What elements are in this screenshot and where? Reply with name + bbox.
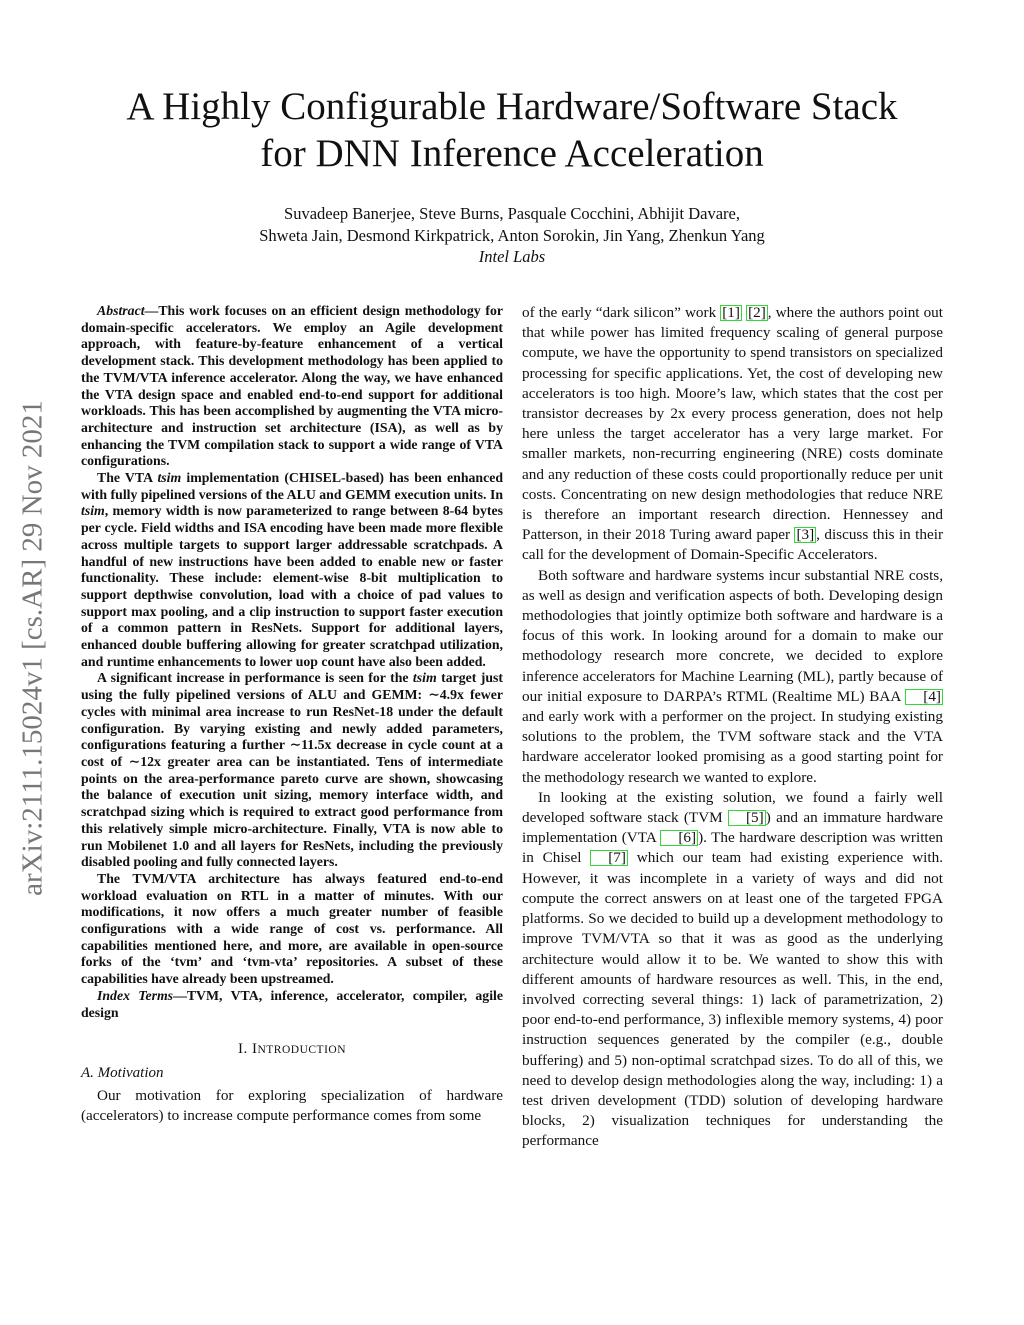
authors-line-1: Suvadeep Banerjee, Steve Burns, Pasquale Cocchini, Abhijit Davare, [284,204,740,223]
abstract-label: Abstract [97,303,145,318]
section-heading-introduction: I. INTRODUCTION [237,1041,347,1058]
body-paragraph-3: In looking at the existing solution, we found a fairly well developed software stack (TVM [5] ) and an immature hardware implementation (VTA [6] ). The hardware description was written in Chisel [7] which our team had existing experience with. However, it was incomplete in a variety of ways and did not compute the correct answers on at least one of the targeted FPGA platforms. So we decided to build up a development methodology to improve TVM/VTA so that it was as good as the underlying architecture would allow it to be. We wanted to show this with different amounts of hardware resources as well. This, in the end, involved correcting several things: 1) lack of parametrization, 2) poor end-to-end performance, 3) inflexible memory systems, 4) poor instruction sequences generated by the compiler (e.g., double buffering) and 5) non-optimal scratchpad sizes. To do all of this, we need to develop design methodologies along the way, including: 1) a test driven development (TDD) solution of developing hardware blocks, 2) visualization techniques for understanding the performance [522,788,944,1150]
citation-link-1[interactable]: [1] [722,304,740,321]
abstract-paragraph-1: Abstract—This work focuses on an efficient design methodology for domain-specific accelerators. We employ an Agile development approach, with feature-by-feature enhancement of a vertical development stack. This development methodology has been applied to the TVM/VTA inference accelerator. Along the way, we have enhanced the VTA design space and enabled end-to-end support for additional workloads. This has been accomplished by augmenting the VTA micro-architecture and instruction set architecture (ISA), as well as by enhancing the TVM compilation stack to support a wide range of VTA configurations. [81,303,503,469]
title-line-2: for DNN Inference Acceleration [260,132,764,175]
intro-paragraph-start: Our motivation for exploring specialization of hardware (accelerators) to increase compute performance comes from some [81,1086,503,1124]
author-block [60,203,964,268]
right-column [522,303,943,1152]
arxiv-id-text: arXiv:2111.15024v1 [cs.AR] 29 Nov 2021 [16,400,49,896]
abstract-paragraph-2: The VTA tsim implementation (CHISEL-based) has been enhanced with fully pipelined versions of the ALU and GEMM execution units. In tsim, memory width is now parameterized to range between 8-64 bytes per cycle. Field widths and ISA encoding have been made more flexible across multiple targets to support larger addressable scratchpads. A handful of new instructions have been added to enable new or faster functionality. These include: element-wise 8-bit multiplication to support depthwise convolution, load with a choice of pad values to support max pooling, and a clip instruction to support faster execution of a common pattern in ResNets. Support for additional layers, enhanced double buffering allowing for greater scratchpad utilization, and runtime enhancements to lower uop count have also been added. [81,470,503,669]
abstract-paragraph-4: The TVM/VTA architecture has always featured end-to-end workload evaluation on RTL in a matter of minutes. With our modifications, it now offers a much greater number of feasible configurations with a wide range of cost vs. performance. All capabilities mentioned here, and more, are available in open-source forks of the ‘tvm’ and ‘tvm-vta’ repositories. A subset of these capabilities have already been upstreamed. [81,870,503,987]
citation-link-3[interactable]: [3] [796,526,815,544]
abstract-paragraph-3: A significant increase in performance is seen for the tsim target just using the fully pipelined versions of ALU and GEMM: ∼4.9x fewer cycles with minimal area increase to run ResNet-18 under the default configuration. By varying existing and newly added parameters, configurations featuring a further ∼11.5x decrease in cycle count at a cost of ∼12x greater area can be instantiated. Tens of intermediate points on the area-performance pareto curve are shown, showcasing the balance of execution unit sizing, memory interface width, and scratchpad sizing which is required to extract good performance from this relatively simple micro-architecture. Finally, VTA is now able to run Mobilenet 1.0 and all layers for ResNets, including the previously disabled pooling and fully connected layers. [81,670,503,870]
left-column [81,303,503,1126]
citation-link-4[interactable]: [4] [905,689,943,705]
citation-link-2[interactable]: [2] [748,304,766,321]
arxiv-identifier [8,348,58,948]
body-paragraph-1: of the early “dark silicon” work [1] [2] , where the authors point out that while power has limited frequency scaling of general purpose compute, we have the opportunity to spend transistors on specialized processing for specific applications. Yet, the cost of developing new accelerators is too high. Moore’s law, which states that the cost per transistor decreases by 2x every process generation, does not help here unless the target accelerator has a very large market. For smaller markets, non-recurring engineering (NRE) costs dominate and any reduction of these costs could proportionally reduce per unit costs. Concentrating on new design methodologies that reduce NRE is therefore an important research direction. Hennessey and Patterson, in their 2018 Turing award paper [3] , discuss this in their call for the development of Domain-Specific Accelerators. [522,304,944,564]
subsection-heading-motivation: A. Motivation [81,1064,164,1081]
body-paragraph-2: Both software and hardware systems incur substantial NRE costs, as well as design and verification aspects of both. Developing design methodologies that jointly optimize both software and hardware is a focus of this work. In looking around for a domain to make our methodology research more concrete, we decided to explore inference accelerators for Machine Learning (ML), partly because of our initial exposure to DARPA’s RTML (Realtime ML) BAA [4] and early work with a performer on the project. In studying existing solutions to the problem, the TVM software stack and the VTA hardware accelerator looked promising as a good starting point for the methodology research we wanted to explore. [522,566,943,786]
paper-title [60,83,964,177]
affiliation: Intel Labs [478,247,546,266]
index-terms-label: Index Terms [97,987,174,1003]
title-line-1: A Highly Configurable Hardware/Software Stack [126,85,898,128]
citation-link-5[interactable]: [5] [728,810,766,826]
index-terms: Index Terms—TVM, VTA, inference, accelerator, compiler, agile design [81,987,504,1020]
citation-link-7[interactable]: [7] [590,850,628,866]
citation-link-6[interactable]: [6] [660,830,698,846]
authors-line-2: Shweta Jain, Desmond Kirkpatrick, Anton Sorokin, Jin Yang, Zhenkun Yang [259,225,765,245]
